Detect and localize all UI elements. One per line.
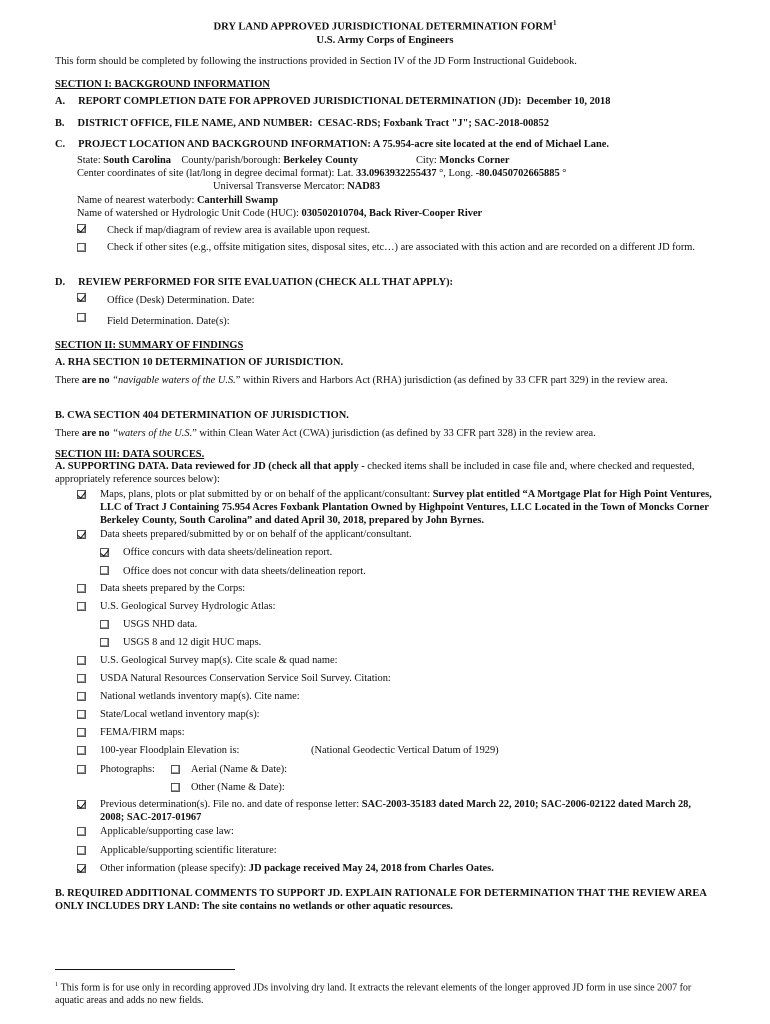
form-title: DRY LAND APPROVED JURISDICTIONAL DETERMINATION FORM$^1$ U.S. Army Corps of Engineers (213, 19, 557, 46)
ngvd-label: (National Geodectic Vertical Datum of 1929) (311, 745, 499, 756)
datasheets-label: Data sheets prepared/submitted by or on behalf of the applicant/consultant. (100, 529, 412, 540)
fema-label: FEMA/FIRM maps: (100, 727, 185, 738)
maps-plans-text: Maps, plans, plots or plat submitted by or on behalf of the applicant/consultant: Survey plat entitled “A Mortgage Plat for High Point Ventures, LLC of Tract J Containing 75.954 Acres Foxbank Plantation Owned by Highpoint Ventures, LLC Located in the Town of Moncks Corner Berkeley County, South Carolina” and dated April 30, 2018, prepared by John Byrnes. (100, 489, 712, 526)
usgs-maps-checkbox[interactable] (77, 656, 86, 665)
section-2-heading: SECTION II: SUMMARY OF FINDINGS (55, 340, 244, 351)
item-c-project-location: C. PROJECT LOCATION AND BACKGROUND INFORMATION: A 75.954-acre site located at the end of Michael Lane. (55, 139, 609, 150)
other-information-text: Other information (please specify): JD package received May 24, 2018 from Charles Oates. (100, 863, 494, 874)
location-state-county-city: State: South Carolina County/parish/borough: Berkeley County (77, 155, 358, 166)
aerial-photo-checkbox[interactable] (171, 765, 180, 774)
usgs-maps-label: U.S. Geological Survey map(s). Cite scale & quad name: (100, 655, 338, 666)
usda-soil-label: USDA Natural Resources Conservation Service Soil Survey. Citation: (100, 673, 391, 684)
state-local-label: State/Local wetland inventory map(s): (100, 709, 260, 720)
waterbody-value: Canterhill Swamp (197, 195, 279, 206)
nearest-waterbody: Name of nearest waterbody: Canterhill Swamp (77, 195, 279, 206)
state-value: South Carolina (103, 155, 171, 166)
field-determination-checkbox[interactable] (77, 313, 86, 322)
item-b-district-office: B. DISTRICT OFFICE, FILE NAME, AND NUMBER: CESAC-RDS; Foxbank Tract "J"; SAC-2018-00852 (55, 118, 549, 129)
office-concurs-checkbox[interactable] (100, 548, 109, 557)
file-number-value: CESAC-RDS; Foxbank Tract "J"; SAC-2018-00852 (317, 118, 549, 129)
utm-value: NAD83 (347, 181, 381, 192)
other-information-value: JD package received May 24, 2018 from Charles Oates. (248, 863, 494, 874)
center-coordinates: Center coordinates of site (lat/long in degree decimal format): Lat. 33.0963932255437 °, Long. -80.0450702665885 ° (77, 168, 567, 179)
longitude-value: -80.0450702665885 (475, 168, 560, 179)
nwi-label: National wetlands inventory map(s). Cite name: (100, 691, 300, 702)
rha-text: There are no “navigable waters of the U.S.” within Rivers and Harbors Act (RHA) jurisdiction (as defined by 33 CFR part 329) in the review area. (55, 375, 668, 386)
previous-determination-value: SAC-2003-35183 dated March 22, 2010; SAC-2006-02122 dated March 28, 2008; SAC-2017-01967 (100, 799, 691, 823)
location-city: City: Moncks Corner (416, 155, 510, 166)
other-sites-label: Check if other sites (e.g., offsite mitigation sites, disposal sites, etc…) are associated with this action and are recorded on a different JD form. (107, 242, 695, 253)
usgs-huc-checkbox[interactable] (100, 638, 109, 647)
datasheets-checkbox[interactable] (77, 530, 86, 539)
nwi-checkbox[interactable] (77, 692, 86, 701)
other-information-checkbox[interactable] (77, 864, 86, 873)
other-sites-checkbox[interactable] (77, 243, 86, 252)
photographs-checkbox[interactable] (77, 765, 86, 774)
usgs-huc-label: USGS 8 and 12 digit HUC maps. (123, 637, 262, 648)
office-desk-checkbox[interactable] (77, 293, 86, 302)
corps-datasheets-label: Data sheets prepared by the Corps: (100, 583, 246, 594)
corps-datasheets-checkbox[interactable] (77, 584, 86, 593)
maps-plans-value: Survey plat entitled “A Mortgage Plat for High Point Ventures, LLC of Tract J Containing 75.954 Acres Foxbank Plantation Owned by Highpoint Ventures, LLC Located in the Town of Moncks Corner Berkeley County, South Carolina” and dated April 30, 2018, prepared by John Byrnes. (100, 489, 712, 526)
latitude-value: 33.0963932255437 (356, 168, 437, 179)
cwa-heading: B. CWA SECTION 404 DETERMINATION OF JURISDICTION. (55, 410, 349, 421)
county-value: Berkeley County (283, 155, 358, 166)
previous-determination-text: Previous determination(s). File no. and date of response letter: SAC-2003-35183 dated March 22, 2010; SAC-2006-02122 dated March 28, 2008; SAC-2017-01967 (100, 799, 691, 823)
maps-plans-checkbox[interactable] (77, 490, 86, 499)
intro-text: This form should be completed by following the instructions provided in Section IV of the JD Form Instructional Guidebook. (55, 56, 577, 67)
usgs-nhd-checkbox[interactable] (100, 620, 109, 629)
fema-checkbox[interactable] (77, 728, 86, 737)
scientific-literature-checkbox[interactable] (77, 846, 86, 855)
photographs-label: Photographs: (100, 764, 155, 775)
supporting-data-heading: A. SUPPORTING DATA. Data reviewed for JD (check all that apply - checked items shall be included in case file and, where checked and requested, appropriately reference sources below): (55, 461, 695, 485)
utm-line: Universal Transverse Mercator: NAD83 (213, 181, 381, 192)
usgs-nhd-label: USGS NHD data. (123, 619, 198, 630)
office-desk-label: Office (Desk) Determination. Date: (107, 295, 255, 306)
field-determination-label: Field Determination. Date(s): (107, 316, 230, 327)
case-law-label: Applicable/supporting case law: (100, 826, 234, 837)
cwa-text: There are no “waters of the U.S.” within Clean Water Act (CWA) jurisdiction (as defined by 33 CFR part 328) in the review area. (55, 428, 596, 439)
footnote: $^1$ This form is for use only in recording approved JDs involving dry land. It extracts the relevant elements of the longer approved JD form in use since 2007 for aquatic areas and adds no new fields. (55, 981, 692, 1007)
case-law-checkbox[interactable] (77, 827, 86, 836)
section-1-heading: SECTION I: BACKGROUND INFORMATION (55, 79, 270, 90)
watershed-huc: Name of watershed or Hydrologic Unit Code (HUC): 030502010704, Back River-Cooper River (77, 208, 483, 219)
item-a-report-date: A. REPORT COMPLETION DATE FOR APPROVED JURISDICTIONAL DETERMINATION (JD): December 10, 2018 (55, 96, 611, 107)
scientific-literature-label: Applicable/supporting scientific literature: (100, 845, 277, 856)
usgs-atlas-label: U.S. Geological Survey Hydrologic Atlas: (100, 601, 276, 612)
section-3-heading: SECTION III: DATA SOURCES. (55, 449, 205, 460)
other-photo-label: Other (Name & Date): (191, 782, 285, 793)
footnote-marker: 1 (553, 19, 557, 27)
huc-value: 030502010704, Back River-Cooper River (301, 208, 483, 219)
item-d-review-performed: D. REVIEW PERFORMED FOR SITE EVALUATION (CHECK ALL THAT APPLY): (55, 277, 454, 288)
map-available-label: Check if map/diagram of review area is available upon request. (107, 225, 371, 236)
map-available-checkbox[interactable] (77, 224, 86, 233)
other-photo-checkbox[interactable] (171, 783, 180, 792)
usgs-atlas-checkbox[interactable] (77, 602, 86, 611)
office-not-concur-checkbox[interactable] (100, 566, 109, 575)
additional-comments: B. REQUIRED ADDITIONAL COMMENTS TO SUPPORT JD. EXPLAIN RATIONALE FOR DETERMINATION THAT THE REVIEW AREA ONLY INCLUDES DRY LAND: The site contains no wetlands or other aquatic resources. (55, 888, 707, 912)
office-concurs-label: Office concurs with data sheets/delineation report. (123, 547, 333, 558)
rha-heading: A. RHA SECTION 10 DETERMINATION OF JURISDICTION. (55, 357, 344, 368)
office-not-concur-label: Office does not concur with data sheets/delineation report. (123, 566, 366, 577)
aerial-photo-label: Aerial (Name & Date): (191, 764, 288, 775)
state-local-checkbox[interactable] (77, 710, 86, 719)
city-value: Moncks Corner (439, 155, 510, 166)
previous-determination-checkbox[interactable] (77, 800, 86, 809)
report-date-value: December 10, 2018 (526, 96, 611, 107)
floodplain-checkbox[interactable] (77, 746, 86, 755)
footnote-divider (55, 969, 235, 970)
floodplain-label: 100-year Floodplain Elevation is: (100, 745, 240, 756)
usda-soil-checkbox[interactable] (77, 674, 86, 683)
form-subtitle: U.S. Army Corps of Engineers (316, 34, 454, 46)
